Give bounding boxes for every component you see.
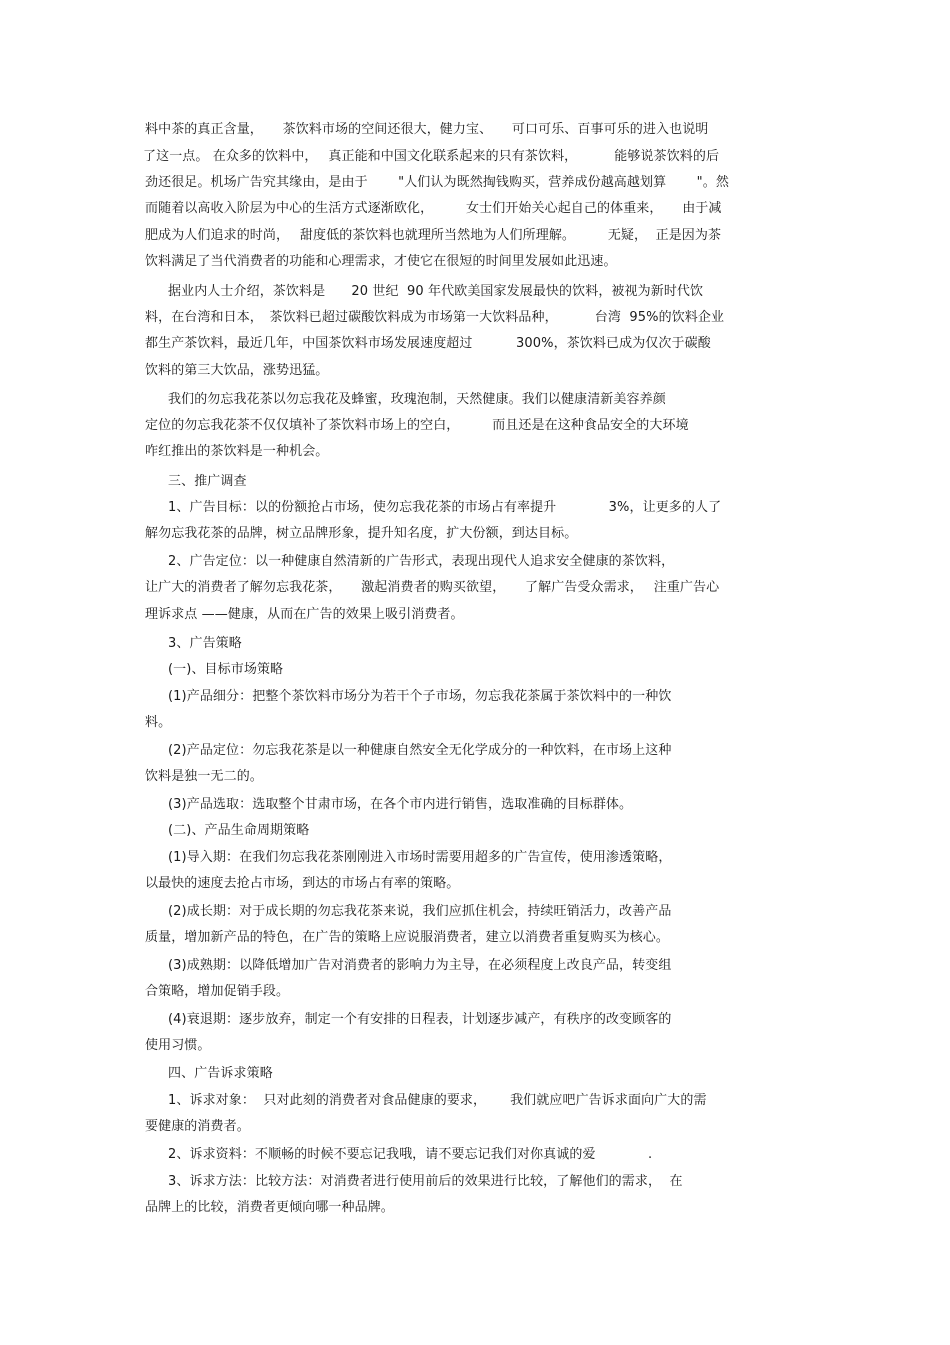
text-line: 饮料满足了当代消费者的功能和心理需求，才使它在很短的时间里发展如此迅速。 — [145, 254, 617, 269]
text-line: (2)成长期：对于成长期的勿忘我花茶来说，我们应抓住机会，持续旺销活力，改善产品 — [168, 904, 672, 919]
text-line: 要健康的消费者。 — [145, 1119, 250, 1134]
section-heading: 四、广告诉求策略 — [168, 1066, 273, 1081]
text-line: 2、诉求资料：不顺畅的时候不要忘记我哦，请不要忘记我们对你真诚的爱 . — [168, 1147, 653, 1162]
text-line: 肥成为人们追求的时尚， 甜度低的茶饮料也就理所当然地为人们所理解。 无疑， 正是因为茶 — [145, 228, 722, 243]
text-line: (1)产品细分：把整个茶饮料市场分为若干个子市场，勿忘我花茶属于茶饮料中的一种饮 — [168, 689, 672, 704]
section-heading: (一)、目标市场策略 — [168, 662, 284, 677]
text-line: 料，在台湾和日本， 茶饮料已超过碳酸饮料成为市场第一大饮料品种， 台湾 95%的饮料企业 — [145, 310, 725, 325]
text-line: (3)产品选取：选取整个甘肃市场，在各个市内进行销售，选取准确的目标群体。 — [168, 797, 633, 812]
text-line: 解勿忘我花茶的品牌，树立品牌形象，提升知名度，扩大份额，到达目标。 — [145, 526, 578, 541]
text-line: 品牌上的比较，消费者更倾向哪一种品牌。 — [145, 1200, 394, 1215]
section-heading: 三、推广调查 — [168, 474, 247, 489]
text-line: 据业内人士介绍，茶饮料是 20 世纪 90 年代欧美国家发展最快的饮料，被视为新时代饮 — [168, 284, 704, 299]
text-line: (2)产品定位：勿忘我花茶是以一种健康自然安全无化学成分的一种饮料，在市场上这种 — [168, 743, 672, 758]
text-line: 以最快的速度去抢占市场，到达的市场占有率的策略。 — [145, 876, 460, 891]
text-line: 劲还很足。机场广告究其缘由，是由于 "人们认为既然掏钱购买，营养成份越高越划算 "。然 — [145, 175, 729, 190]
text-line: 使用习惯。 — [145, 1038, 211, 1053]
text-line: 质量，增加新产品的特色，在广告的策略上应说服消费者，建立以消费者重复购买为核心。 — [145, 930, 670, 945]
text-line: (4)衰退期：逐步放弃，制定一个有安排的日程表，计划逐步减产，有秩序的改变顾客的 — [168, 1012, 672, 1027]
text-line: 饮料是独一无二的。 — [145, 769, 263, 784]
text-line: 咋红推出的茶饮料是一种机会。 — [145, 444, 329, 459]
text-line: 理诉求点 ——健康，从而在广告的效果上吸引消费者。 — [145, 607, 464, 622]
text-line: 1、诉求对象： 只对此刻的消费者对食品健康的要求， 我们就应吧广告诉求面向广大的需 — [168, 1093, 707, 1108]
text-line: 我们的勿忘我花茶以勿忘我花及蜂蜜，玫瑰泡制，天然健康。我们以健康清新美容养颜 — [168, 392, 666, 407]
text-line: 料。 — [145, 715, 172, 730]
text-line: 饮料的第三大饮品，涨势迅猛。 — [145, 363, 329, 378]
section-heading: 3、广告策略 — [168, 636, 242, 651]
text-line: 让广大的消费者了解勿忘我花茶， 激起消费者的购买欲望， 了解广告受众需求， 注重广告心 — [145, 580, 720, 595]
section-heading: (二)、产品生命周期策略 — [168, 823, 310, 838]
text-line: 定位的勿忘我花茶不仅仅填补了茶饮料市场上的空白， 而且还是在这种食品安全的大环境 — [145, 418, 689, 433]
text-line: 了这一点。 在众多的饮料中， 真正能和中国文化联系起来的只有茶饮料， 能够说茶饮料的后 — [143, 149, 720, 164]
text-line: 2、广告定位：以一种健康自然清新的广告形式，表现出现代人追求安全健康的茶饮料， — [168, 554, 675, 569]
text-line: (3)成熟期：以降低增加广告对消费者的影响力为主导，在必须程度上改良产品，转变组 — [168, 958, 672, 973]
text-line: 都生产茶饮料，最近几年，中国茶饮料市场发展速度超过 300%，茶饮料已成为仅次于碳酸 — [145, 336, 711, 351]
text-line: (1)导入期：在我们勿忘我花茶刚刚进入市场时需要用超多的广告宣传，使用渗透策略， — [168, 850, 672, 865]
text-line: 合策略，增加促销手段。 — [145, 984, 290, 999]
text-line: 料中茶的真正含量， 茶饮料市场的空间还很大，健力宝、 可口可乐、百事可乐的进入也说明 — [145, 122, 709, 137]
text-line: 而随着以高收入阶层为中心的生活方式逐渐欧化， 女士们开始关心起自己的体重来， 由于减 — [145, 201, 722, 216]
text-line: 1、广告目标：以的份额抢占市场，使勿忘我花茶的市场占有率提升 3%，让更多的人了 — [168, 500, 722, 515]
text-line: 3、诉求方法：比较方法：对消费者进行使用前后的效果进行比较，了解他们的需求， 在 — [168, 1174, 683, 1189]
